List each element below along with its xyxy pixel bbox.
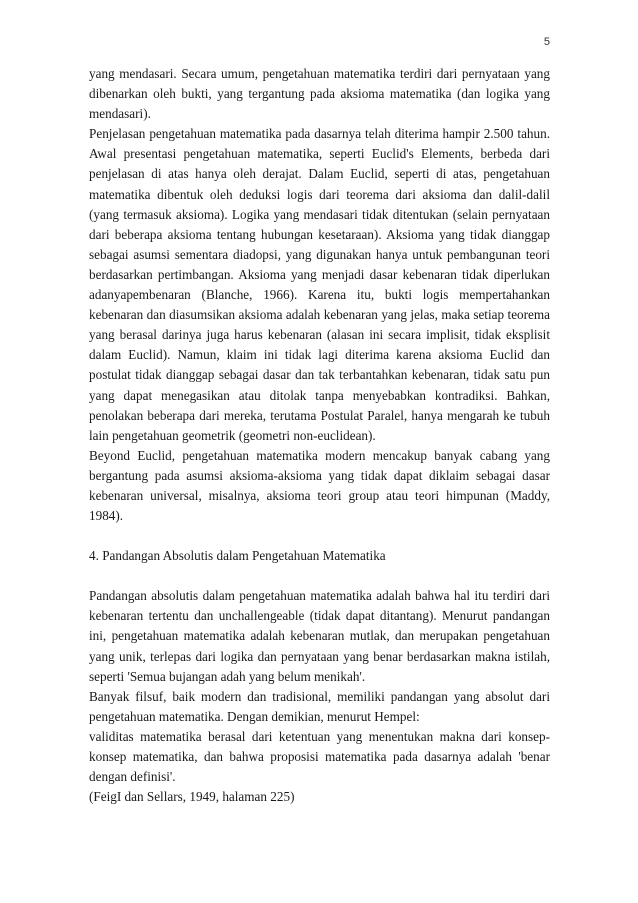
paragraph-citation: (FeigI dan Sellars, 1949, halaman 225)	[89, 789, 295, 805]
paragraph-philosophers: Banyak filsuf, baik modern dan tradisional, memiliki pandangan yang absolut dari pengetahuan matematika. Dengan demikian, menurut Hempel:	[89, 688, 550, 724]
paragraph-euclid: Penjelasan pengetahuan matematika pada dasarnya telah diterima hampir 2.500 tahun. Awal presentasi pengetahuan matematika, seperti Euclid's Elements, berbeda dari penjelasan di atas hanya oleh derajat. Dalam Euclid, seperti di atas, pengetahuan matematika dibentuk oleh deduksi logis dari teorema dari aksioma dan dalil-dalil (yang termasuk aksioma). Logika yang mendasari tidak ditentukan (selain pernyataan dari beberapa aksioma tentang hubungan kesetaraan). Aksioma yang tidak dianggap sebagai asumsi sementara diadopsi, yang digunakan hanya untuk pembangunan teori berdasarkan pertimbangan. Aksioma yang menjadi dasar kebenaran tidak diperlukan adanyapembenaran (Blanche, 1966). Karena itu, bukti logis mempertahankan kebenaran dan diasumsikan aksioma adalah kebenaran yang jelas, maka setiap teorema yang berasal darinya juga harus kebenaran (alasan ini secara implisit, tidak eksplisit dalam Euclid). Namun, klaim ini tidak lagi diterima karena aksioma Euclid dan postulat tidak dianggap sebagai dasar dan tak terbantahkan kebenaran, tidak satu pun yang dapat menegasikan atau ditolak tanpa menyebabkan kontradiksi. Bahkan, penolakan beberapa dari mereka, terutama Postulat Paralel, hanya mengarah ke tubuh lain pengetahuan geometrik (geometri non-euclidean).	[89, 126, 550, 443]
paragraph-beyond-euclid: Beyond Euclid, pengetahuan matematika modern mencakup banyak cabang yang bergantung pada asumsi aksioma-aksioma yang tidak dapat diklaim sebagai dasar kebenaran universal, misalnya, aksioma teori group atau teori himpunan (Maddy, 1984).	[89, 447, 550, 524]
page-number: 5	[543, 36, 550, 48]
paragraph-hempel-quote: validitas matematika berasal dari ketentuan yang menentukan makna dari konsep-konsep matematika, dan bahwa proposisi matematika pada dasarnya adalah 'benar dengan definisi'.	[89, 728, 550, 785]
section-heading: 4. Pandangan Absolutis dalam Pengetahuan Matematika	[89, 548, 386, 564]
paragraph-intro: yang mendasari. Secara umum, pengetahuan matematika terdiri dari pernyataan yang dibenarkan oleh bukti, yang tergantung pada aksioma matematika (dan logika yang mendasari).	[89, 66, 550, 122]
paragraph-absolutist-view: Pandangan absolutis dalam pengetahuan matematika adalah bahwa hal itu terdiri dari kebenaran tertentu dan unchallengeable (tidak dapat ditantang). Menurut pandangan ini, pengetahuan matematika adalah kebenaran mutlak, dan merupakan pengetahuan yang unik, terlepas dari logika dan pernyataan yang benar berdasarkan makna istilah, seperti 'Semua bujangan adah yang belum menikah'.	[89, 588, 550, 684]
document-body	[89, 64, 550, 807]
